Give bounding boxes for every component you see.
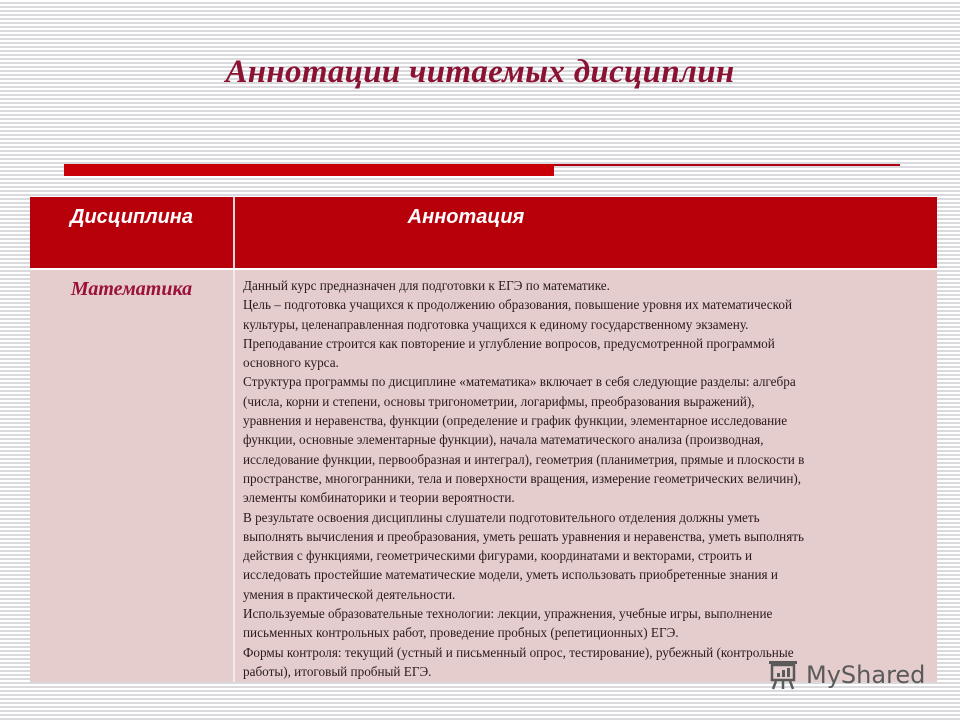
presentation-chart-icon [766, 658, 800, 692]
slide-title: Аннотации читаемых дисциплин [225, 54, 735, 90]
annotation-line: выполнять вычисления и преобразования, уметь решать уравнения и неравенства, уметь выполнять [243, 528, 805, 544]
annotation-line: исследовать простейшие математические модели, уметь использовать приобретенные знания и [243, 567, 778, 583]
annotation-line: Структура программы по дисциплине «математика» включает в себя следующие разделы: алгебра [243, 374, 796, 390]
annotation-line: В результате освоения дисциплины слушатели подготовительного отделения должны уметь [243, 509, 760, 525]
column-divider [233, 270, 235, 682]
annotation-line: Цель – подготовка учащихся к продолжению образования, повышение уровня их математической [243, 297, 793, 313]
annotation-line: (числа, корни и степени, основы тригонометрии, логарифмы, преобразования выражений), [243, 393, 755, 409]
column-header-annotation: Аннотация [407, 206, 525, 228]
table-row [30, 270, 937, 682]
annotation-line: уравнения и неравенства, функции (определение и график функции, элементарное исследование [243, 413, 788, 429]
annotation-line: пространстве, многогранники, тела и поверхности вращения, измерение геометрических величин), [243, 470, 802, 486]
annotation-line: действия с функциями, геометрическими фигурами, координатами и векторами, строить и [243, 548, 753, 564]
title-underline-thick [64, 164, 554, 176]
table-header-row [30, 197, 937, 268]
annotation-line: умения в практической деятельности. [243, 586, 456, 602]
annotation-line: Данный курс предназначен для подготовки к ЕГЭ по математике. [243, 278, 610, 293]
annotation-line: культуры, целенаправленная подготовка учащихся к единому государственному экзамену. [243, 316, 749, 332]
annotation-line: функции, основные элементарные функции), начала математического анализа (производная, [243, 432, 764, 448]
myshared-watermark [766, 658, 925, 692]
annotation-line: исследование функции, первообразная и интеграл), геометрия (планиметрия, прямые и плоскости в [243, 451, 805, 467]
annotation-line: основного курса. [243, 355, 339, 371]
disciplines-table [30, 197, 937, 682]
annotation-line: работы), итоговый пробный ЕГЭ. [243, 663, 432, 679]
annotation-line: Преподавание строится как повторение и углубление вопросов, предусмотренной программой [243, 335, 775, 351]
watermark-text: MyShared [806, 661, 926, 689]
annotation-line: Используемые образовательные технологии: лекции, упражнения, учебные игры, выполнение [243, 606, 773, 622]
annotation-cell [243, 276, 933, 681]
annotation-line: элементы комбинаторики и теории вероятности. [243, 490, 515, 506]
annotation-line: письменных контрольных работ, проведение пробных (репетиционных) ЕГЭ. [243, 625, 679, 641]
discipline-cell: Математика [70, 278, 193, 300]
column-header-discipline: Дисциплина [70, 206, 193, 228]
title-underline-thin [554, 164, 900, 166]
annotation-line: Формы контроля: текущий (устный и письменный опрос, тестирование), рубежный (контрольные [243, 644, 794, 660]
